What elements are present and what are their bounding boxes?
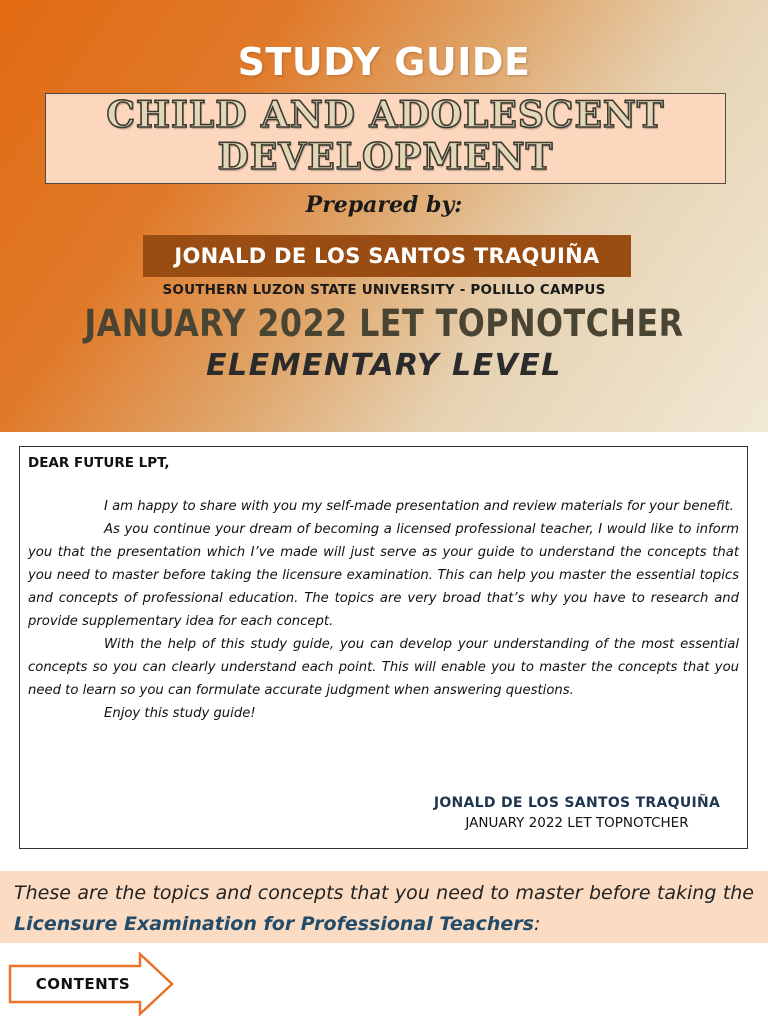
letter-salutation: DEAR FUTURE LPT,: [28, 455, 170, 471]
title-line-2: DEVELOPMENT: [217, 136, 554, 178]
achievement-heading: JANUARY 2022 LET TOPNOTCHER: [84, 302, 684, 345]
letter-paragraph-3: With the help of this study guide, you can develop your understanding of the most essential concepts so you can clearly understand each point. This will enable you to master the concepts that you need to learn so you can formulate accurate judgment when answering questions.: [28, 637, 739, 698]
prepared-by-label: Prepared by:: [305, 192, 463, 218]
letter-paragraph-4: Enjoy this study guide!: [104, 706, 256, 721]
cover-header: [0, 0, 768, 432]
title-box: [45, 93, 726, 184]
author-name-band: JONALD DE LOS SANTOS TRAQUIÑA: [143, 235, 631, 277]
letter-signature: [417, 795, 737, 831]
topics-text-before: These are the topics and concepts that you need to master before taking the: [14, 882, 754, 904]
letter-paragraph-1: I am happy to share with you my self-made presentation and review materials for your benefit.: [104, 499, 734, 514]
signature-name: JONALD DE LOS SANTOS TRAQUIÑA: [433, 795, 721, 811]
study-guide-heading: STUDY GUIDE: [237, 40, 531, 84]
level-heading: ELEMENTARY LEVEL: [206, 348, 562, 383]
university-name: SOUTHERN LUZON STATE UNIVERSITY - POLILLO CAMPUS: [162, 282, 606, 298]
contents-button[interactable]: [8, 952, 176, 1016]
letter-paragraph-2: As you continue your dream of becoming a licensed professional teacher, I would like to inform you that the presentation which I’ve made will just serve as your guide to understand the concepts that you need to master before taking the licensure examination. This can help you master the essential topics and concepts of professional education. The topics are very broad that’s why you have to research and provide supplementary idea for each concept.: [28, 522, 739, 629]
contents-button-label: CONTENTS: [35, 975, 131, 993]
title-line-1: CHILD AND ADOLESCENT: [106, 94, 665, 136]
topics-exam-name: Licensure Examination for Professional Teachers: [14, 913, 534, 935]
signature-title: JANUARY 2022 LET TOPNOTCHER: [465, 815, 689, 831]
letter-box: [19, 446, 748, 849]
topics-intro: [0, 871, 768, 943]
topics-text-after: :: [533, 913, 541, 935]
